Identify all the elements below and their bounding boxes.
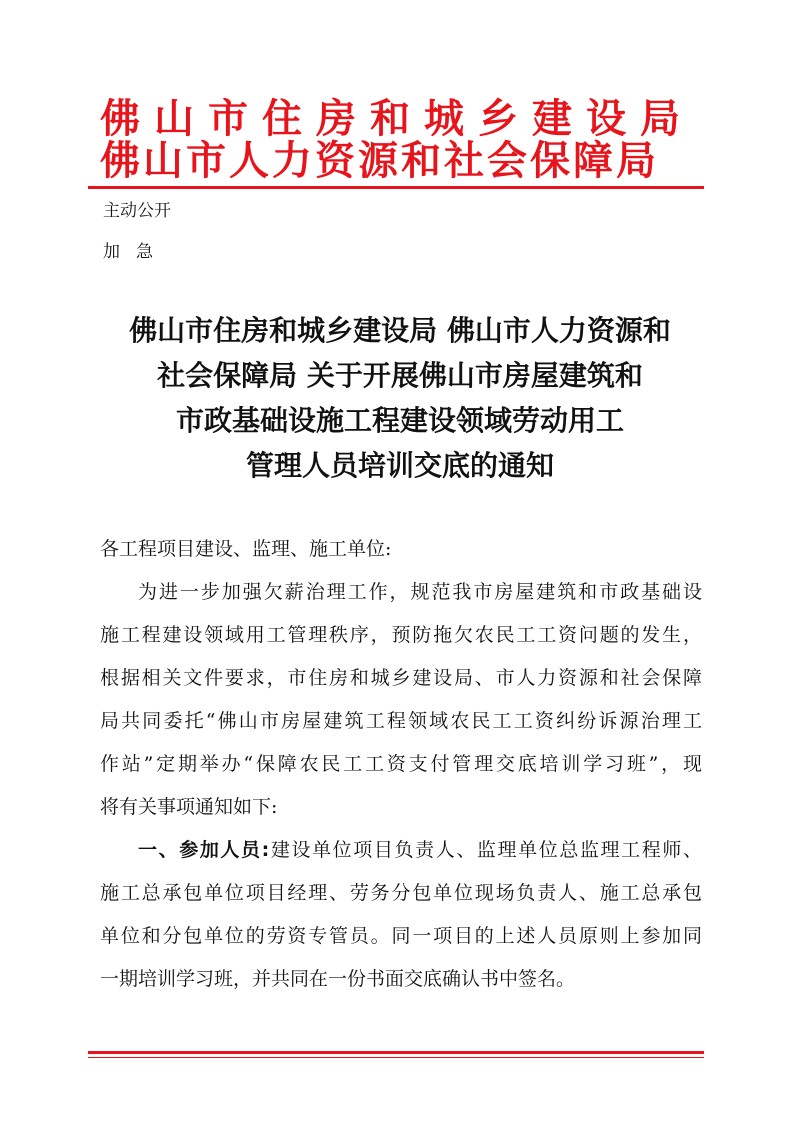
document-title-line: 社会保障局 关于开展佛山市房屋建筑和 xyxy=(157,359,643,392)
paragraph-line: 作站”定期举办“保障农民工工资支付管理交底培训学习班”，现 xyxy=(100,753,702,775)
document-title-line: 管理人员培训交底的通知 xyxy=(245,449,554,482)
footer-red-rule-bottom xyxy=(88,1057,704,1058)
paragraph-line: 局共同委托“佛山市房屋建筑工程领域农民工工资纠纷诉源治理工 xyxy=(100,710,702,732)
paragraph-line: 施工总承包单位项目经理、劳务分包单位现场负责人、施工总承包 xyxy=(100,882,702,904)
paragraph-line: 施工程建设领域用工管理秩序，预防拖欠农民工工资问题的发生， xyxy=(100,624,702,646)
section-1-first-line xyxy=(138,836,702,864)
paragraph-line: 单位和分包单位的劳资专管员。同一项目的上述人员原则上参加同 xyxy=(100,925,702,947)
paragraph-line: 将有关事项通知如下: xyxy=(100,796,278,818)
paragraph-line: 一期培训学习班，并共同在一份书面交底确认书中签名。 xyxy=(100,968,576,990)
salutation: 各工程项目建设、监理、施工单位: xyxy=(100,538,392,560)
document-title-line: 佛山市住房和城乡建设局 佛山市人力资源和 xyxy=(129,314,671,347)
paragraph-line: 根据相关文件要求，市住房和城乡建设局、市人力资源和社会保障 xyxy=(100,667,702,689)
urgency-label: 加急 xyxy=(103,242,169,262)
document-title-line: 市政基础设施工程建设领域劳动用工 xyxy=(175,404,624,437)
section-1-heading: 一、参加人员: xyxy=(138,839,270,861)
footer-red-rule-top xyxy=(88,1051,704,1054)
section-1-text: 建设单位项目负责人、监理单位总监理工程师、 xyxy=(269,839,702,861)
issuer-name-housing-bureau: 佛山市住房和城乡建设局 xyxy=(100,95,694,142)
header-red-rule xyxy=(88,186,704,189)
paragraph-line: 为进一步加强欠薪治理工作，规范我市房屋建筑和市政基础设 xyxy=(138,581,702,603)
disclosure-label: 主动公开 xyxy=(103,201,171,221)
issuer-name-hr-bureau: 佛山市人力资源和社会保障局 xyxy=(100,137,659,184)
